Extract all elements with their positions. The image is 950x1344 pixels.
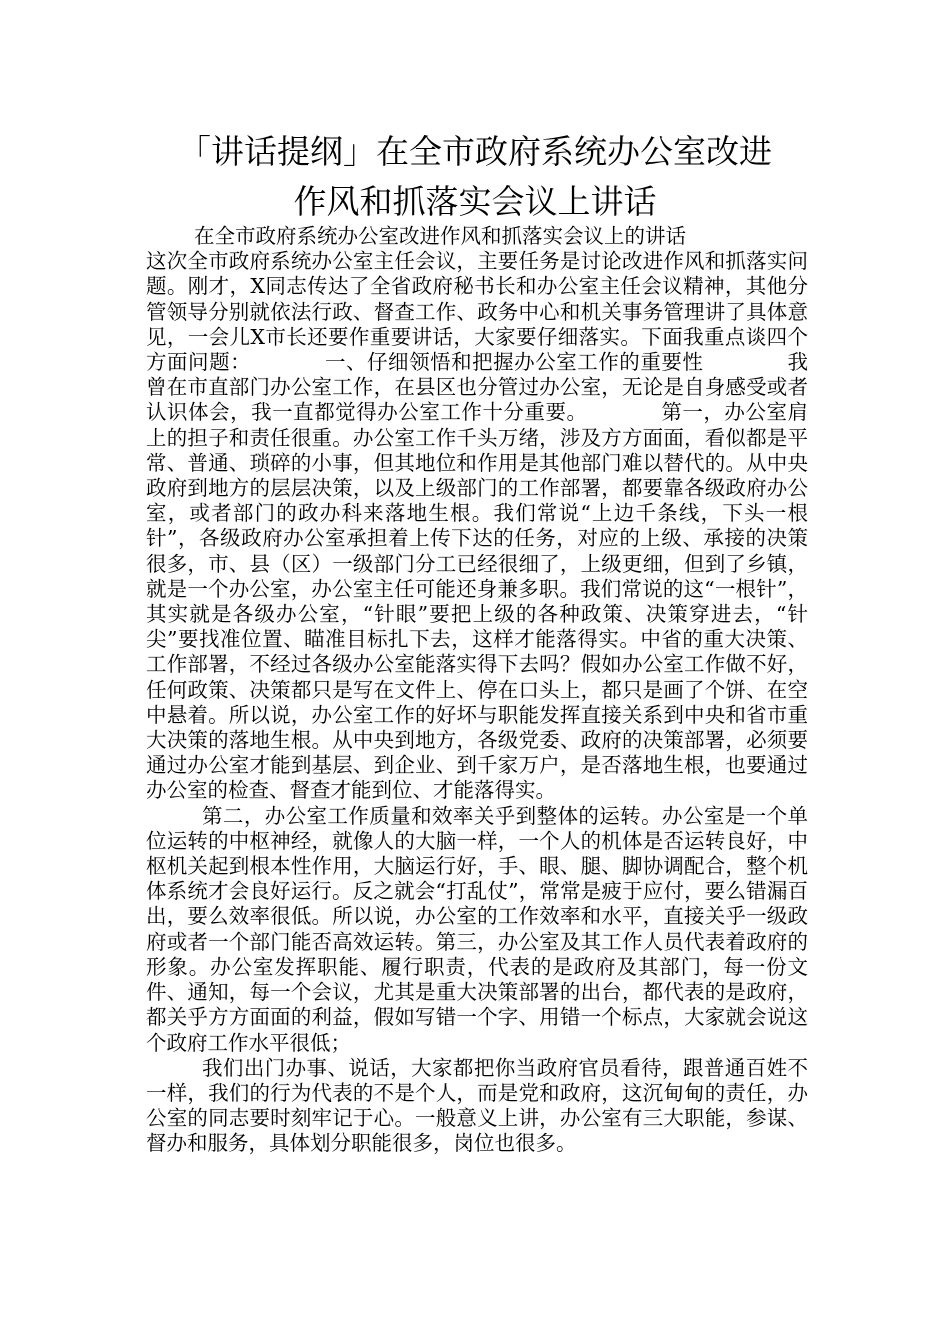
document-subtitle: 在全市政府系统办公室改进作风和抓落实会议上的讲话 <box>194 224 686 248</box>
document-title-line-1: 「讲话提纲」在全市政府系统办公室改进 <box>178 132 772 171</box>
body-paragraph-1: 这次全市政府系统办公室主任会议，主要任务是讨论改进作风和抓落实问题。刚才，X同志传达了全省政府秘书长和办公室主任会议精神，其他分管领导分别就依法行政、督查工作、政务中心和机关事务管理讲了具体意见，一会儿X市长还要作重要讲话，大家要仔细落实。下面我重点谈四个方面问题： 一、仔细领悟和把握办公室工作的重要性 我曾在市直部门办公室工作，在县区也分管过办公室，无论是自身感受或者认识体会，我一直都觉得办公室工作十分重要。 第一，办公室肩上的担子和责任很重。办公室工作千头万绪，涉及方方面面，看似都是平常、普通、琐碎的小事，但其地位和作用是其他部门难以替代的。从中央政府到地方的层层决策，以及上级部门的工作部署，都要靠各级政府办公室，或者部门的政办科来落地生根。我们常说“上边千条线，下头一根针”，各级政府办公室承担着上传下达的任务，对应的上级、承接的决策很多，市、县（区）一级部门分工已经很细了，上级更细，但到了乡镇，就是一个办公室，办公室主任可能还身兼多职。我们常说的这“一根针”，其实就是各级办公室，“针眼”要把上级的各种政策、决策穿进去，“针尖”要找准位置、瞄准目标扎下去，这样才能落得实。中省的重大决策、工作部署，不经过各级办公室能落实得下去吗？假如办公室工作做不好，任何政策、决策都只是写在文件上、停在口头上，都只是画了个饼、在空中悬着。所以说，办公室工作的好坏与职能发挥直接关系到中央和省市重大决策的落地生根。从中央到地方，各级党委、政府的决策部署，必须要通过办公室才能到基层、到企业、到千家万户，是否落地生根，也要通过办公室的检查、督查才能到位、才能落得实。 <box>146 249 808 803</box>
document-title-line-2: 作风和抓落实会议上讲话 <box>293 182 657 221</box>
body-paragraph-3: 我们出门办事、说话，大家都把你当政府官员看待，跟普通百姓不一样，我们的行为代表的不是个人，而是党和政府，这沉甸甸的责任，办公室的同志要时刻牢记于心。一般意义上讲，办公室有三大职能，参谋、督办和服务，具体划分职能很多，岗位也很多。 <box>146 1055 808 1156</box>
body-paragraph-2: 第二，办公室工作质量和效率关乎到整体的运转。办公室是一个单位运转的中枢神经，就像人的大脑一样，一个人的机体是否运转良好，中枢机关起到根本性作用，大脑运行好，手、眼、腿、脚协调配合，整个机体系统才会良好运行。反之就会“打乱仗”，常常是疲于应付，要么错漏百出，要么效率很低。所以说，办公室的工作效率和水平，直接关乎一级政府或者一个部门能否高效运转。第三，办公室及其工作人员代表着政府的形象。办公室发挥职能、履行职责，代表的是政府及其部门，每一份文件、通知，每一个会议，尤其是重大决策部署的出台，都代表的是政府，都关乎方方面面的利益，假如写错一个字、用错一个标点，大家就会说这个政府工作水平很低； <box>146 803 808 1055</box>
document-body <box>146 224 808 1157</box>
